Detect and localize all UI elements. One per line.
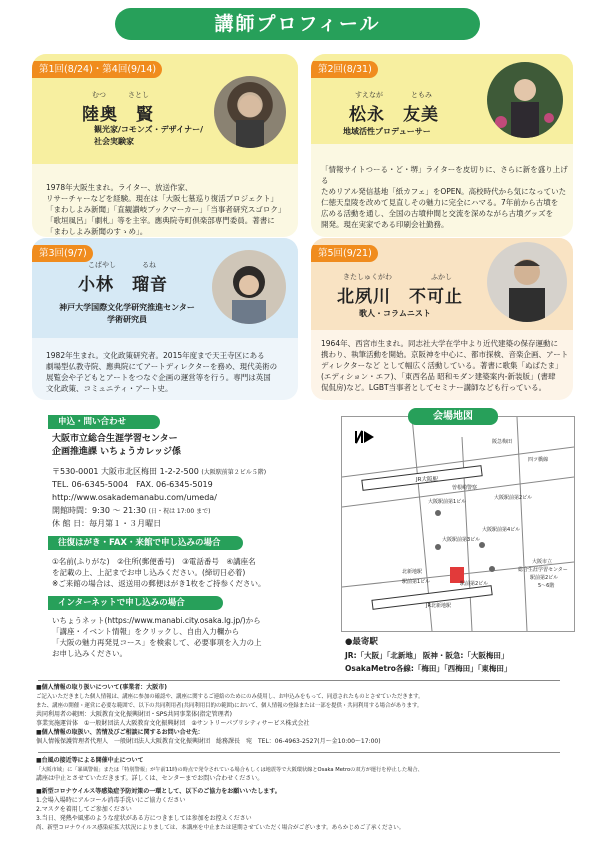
nearest-station-line1: JR:「大阪」「北新地」 阪神・阪急:「大阪梅田」	[345, 651, 509, 660]
org-dept: 企画推進課 いちょうカレッジ係	[52, 447, 182, 457]
instructor-card-2	[311, 54, 573, 237]
name-ruby: むつ	[92, 91, 106, 99]
name-ruby: こばやし	[88, 261, 116, 269]
map-label: 大阪駅前第2ビル	[494, 495, 533, 501]
map-label: JR大阪駅	[416, 477, 438, 483]
map-label: JR北新地駅	[426, 603, 451, 609]
nearest-station-heading: ●最寄駅	[345, 637, 378, 647]
instructor-name: 小林 瑠音	[78, 275, 168, 295]
map-label: 曽根崎警察	[452, 485, 478, 491]
map-heading: 会場地図	[408, 408, 498, 425]
instructor-name: 陸奥 賢	[82, 105, 154, 125]
instructor-bio: 1982年生まれ。文化政策研究者。2015年度まで天王寺区にある 劇場型仏教寺院、應典院にてアートディレクターを務め、現代美術の 展覧会や子どもとアートをつなぐ企画の運営等を行う。専門は英国 文化政策、コミュニティ・アート史。	[46, 351, 278, 393]
name-ruby: きたしゅくがわ	[343, 273, 392, 281]
map-label: 駅前第2ビル	[460, 581, 489, 587]
instructor-photo	[487, 242, 567, 322]
instructor-name: 北夙川 不可止	[337, 287, 463, 307]
instructor-bio: 1964年、西宮市生まれ。同志社大学在学中より近代建築の保存運動に 携わり、執筆活動を開始。京阪神を中心に、都市探検、音楽企画、アート ディレクターなど として幅広く活動している。著書に歌集「ぬばたま」 (エディション・エフ)、「東西名品 昭和モダン建築案内-新装版」(書肆 侃侃房)など。LGBT当事者としてセミナー講師なども行っている。	[321, 339, 569, 392]
tel-fax: TEL. 06-6345-5004 FAX. 06-6345-5019	[52, 480, 213, 489]
contact-heading: 申込・問い合わせ	[48, 415, 160, 429]
closed-days: 休 館 日：毎月第１・３月曜日	[52, 519, 162, 528]
instructor-role: 地域活性プロデューサー	[343, 127, 431, 136]
name-ruby: すえなが	[355, 91, 383, 99]
session-tag: 第2回(8/31)	[311, 61, 378, 78]
session-tag: 第3回(9/7)	[32, 245, 93, 262]
map-label: 駅前第1ビル	[402, 579, 431, 585]
map-label: 大阪駅前第4ビル	[482, 527, 521, 533]
instructor-card-3	[32, 238, 298, 400]
map-label: 四ツ橋線	[528, 457, 549, 463]
instructor-role: 歌人・コラムニスト	[359, 309, 431, 318]
name-ruby: ともみ	[411, 91, 432, 99]
instructor-photo	[212, 250, 286, 324]
name-ruby: るね	[142, 261, 156, 269]
map-label: 大阪駅前第3ビル	[442, 537, 481, 543]
venue-map	[341, 416, 575, 632]
instructor-photo	[487, 62, 563, 138]
map-label: 大阪駅前第1ビル	[428, 499, 467, 505]
name-ruby: さとし	[128, 91, 149, 99]
instructor-card-4	[311, 238, 573, 400]
map-label: 阪急梅田	[492, 439, 513, 445]
opening-hours: 開館時間：9:30 ～ 21:30 (日・祝は 17:00 まで)	[52, 506, 211, 515]
page-title: 講師プロフィール	[115, 8, 480, 40]
map-label: 大阪市立	[532, 559, 553, 565]
map-label: 総合生涯学習センター	[518, 567, 568, 573]
org-name: 大阪市立総合生涯学習センター	[52, 434, 178, 444]
website-link[interactable]: http://www.osakademanabu.com/umeda/	[52, 493, 217, 502]
page: 講師プロフィール 第1回(8/24)・第4回(9/14) むつ さとし 陸奥 賢 観光家/コモンズ・デザイナー/ 社会実験家 1978年大阪生まれ。ライター、放送作家、 リサーチャーなどを経験。現在は「大阪七墓巡り復活プロジェクト」 「まわしよみ新聞」「直観讃岐ブックマーカー」「当事者研究スゴロク」 「歌垣風呂」「劇札」等を主宰。應典院寺町倶楽部専門委員。著書に 「まわしよみ新聞のすゝめ」。 第2回(8/31) すえなが ともみ 松永 友美 地域活性プロデューサー 「情報サイトつーる・ど・堺」ライターを皮切りに、さらに新を盛り上げる ためリアル発信基地「紙カフェ」をOPEN。高校時代から気になっていた 仁徳天皇陵を改めて見直しその魅力に完全にハマる。7年前から古墳を 広める活動を通し、全国の古墳仲間と交流を深めながら古墳グッズを 開発。現在実家である印刷会社勤務。 第3回(9/7) こばやし るね 小林 瑠音 神戸大学国際文化学研究推進センター 学術研究員 1982年生まれ。文化政策研究者。2015年度まで天王寺区にある 劇場型仏教寺院、應典院にてアートディレクターを務め、現代美術の 展覧会や子どもとアートをつなぐ企画の運営等を行う。専門は英国 文化政策、コミュニティ・アート史。 第5回(9/21) きたしゅくがわ ふかし 北夙川 不可止 歌人・コラムニスト 1964年、西宮市生まれ。同志社大学在学中より近代建築の保存運動に 携わり、執筆活動を開始。京阪神を中心に、都市探検、音楽企画、アート ディレクターなど として幅広く活動している。著書に歌集「ぬばたま」 (エディション・エフ)、「東西名品 昭和モダン建築案内-新装版」(書肆 侃侃房)など。LGBT当事者としてセミナー講師なども行っている。 申込・問い合わせ 大阪市立総合生涯学習センター 企画推進課 いちょうカレッジ係 〒530-0001 大阪市北区梅田 1-2-2-500 (大阪駅前第２ビル５階) TEL. 06-6345-5004 FAX. 06-6345-5019 http://www.osakademanabu.com/umeda/ 開館時間：9:30 ～ 21:30 (日・祝は 17:00 まで) 休 館 日：毎月第１・３月曜日 往復はがき・FAX・来館で申し込みの場合 ①名前(ふりがな) ②住所(郵便番号) ③電話番号 ④講座名 を記載の上、上記までお申し込みください。(締切日必着) ※ご来館の場合は、返送用の郵便はがき1枚をご持参ください。 インターネットで申し込みの場合 いちょうネット(https://www.manabi.city.osaka.lg.jp/)から 「講座・イベント情報」をクリックし、自由入力欄から 「大阪の魅力再発見コース」を検索して、必要事項を入力の上 お申し込みください。 JR大阪駅 大阪駅前第1ビル 大阪駅前第3ビル 大阪駅前第4ビル 曽根崎警察 北新地駅 四ツ橋線 大阪駅前第2ビル 駅前第1ビル 駅前第2ビル 大阪市立 総合生涯学習センター 駅前第2ビル 5～6階 JR北新地駅 阪急梅田 会場地図 ●最寄駅 JR:「大阪」「北新地」 阪神・阪急:「大阪梅田」 OsakaMetro各線:「梅田」「西梅田」「東梅田」 ■個人情報の取り扱いについて(事業者：大阪市) ご記入いただきました個人情報は、講座に参加の確認や、講座に関するご連絡のためにのみ使用し、お申込みをもって、同意されたものとさせていただきます。 また、講座の開催・運営に必要な範囲で、以下の共同利用者(共同利用目的の範囲)において、個人情報の登録または一部を提供・共同利用する場合があります。 共同利用者の範囲：大阪教育文化振興財団・SPS共同事業体(指定管理者) 事業実施運営体 ①一般財団法人大阪教育文化振興財団 ②サントリーパブリシティサービス株式会社 ■個人情報の取扱い、苦情及びご相談に関するお問い合せ先： 個人情報保護管理者代理人 一般財団法人大阪教育文化振興財団 総務課長 宛 TEL：06-4963-2527(月～金10:00～17:00) ■台風の接近等による開催中止について 「大阪市域」に「暴風警報」または「特別警報」が午前11時の時点で発令されている場合もしくは地震等で大阪環状線とOsaka Metroの双方が運行を停止した場合、 講座は中止とさせていただきます。詳しくは、センターまでお問い合わせください。 ■新型コロナウイルス等感染症予防対策の一環として、以下のご協力をお願いいたします。 1.会場入場時にアルコール消毒手洗いにご協力ください 2.マスクを着用してご参加ください 3.当日、発熱や風邪のような症状がある方につきましては参加をお控えください 尚、新型コロナウイルス感染症拡大状況によりましては、本講座を中止または延期させていただく場合がございます。あらかじめご了承ください。	[0, 0, 595, 842]
instructor-bio: 「情報サイトつーる・ど・堺」ライターを皮切りに、さらに新を盛り上げる ためリアル発信基地「紙カフェ」をOPEN。高校時代から気になっていた 仁徳天皇陵を改めて見直しその魅力に完全にハマる。7年前から古墳を 広める活動を通し、全国の古墳仲間と交流を深めながら古墳グッズを 開発。現在実家である印刷会社勤務。	[321, 165, 568, 229]
nearest-station-line2: OsakaMetro各線:「梅田」「西梅田」「東梅田」	[345, 664, 512, 673]
map-label: 5～6階	[538, 583, 555, 589]
instructor-role: 神戸大学国際文化学研究推進センター 学術研究員	[59, 303, 195, 324]
name-ruby: ふかし	[431, 273, 452, 281]
instructor-photo	[214, 76, 286, 148]
instructor-name: 松永 友美	[349, 105, 439, 125]
address: 〒530-0001 大阪市北区梅田 1-2-2-500 (大阪駅前第２ビル５階)	[52, 467, 267, 476]
instructor-card-1	[32, 54, 298, 237]
map-label: 北新地駅	[402, 569, 423, 575]
postal-heading: 往復はがき・FAX・来館で申し込みの場合	[48, 536, 243, 550]
map-label: 駅前第2ビル	[530, 575, 559, 581]
session-tag: 第5回(9/21)	[311, 245, 378, 262]
instructor-role: 観光家/コモンズ・デザイナー/ 社会実験家	[94, 125, 204, 146]
instructor-bio: 1978年大阪生まれ。ライター、放送作家、 リサーチャーなどを経験。現在は「大阪七墓巡り復活プロジェクト」 「まわしよみ新聞」「直観讃岐ブックマーカー」「当事者研究スゴロク」 「歌垣風呂」「劇札」等を主宰。應典院寺町倶楽部専門委員。著書に 「まわしよみ新聞のすゝめ」。	[46, 183, 286, 236]
session-tag: 第1回(8/24)・第4回(9/14)	[32, 61, 162, 78]
internet-heading: インターネットで申し込みの場合	[48, 596, 223, 610]
